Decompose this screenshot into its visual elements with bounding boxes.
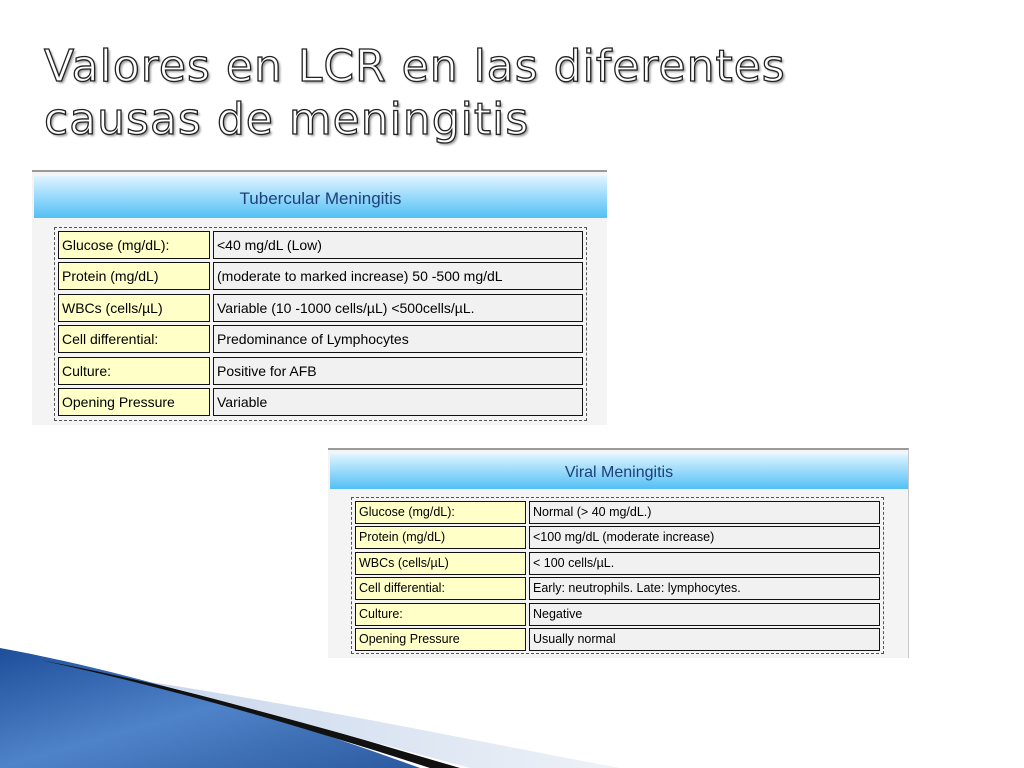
row-value: (moderate to marked increase) 50 -500 mg/dL bbox=[213, 262, 583, 290]
table-row bbox=[58, 357, 583, 385]
row-value: <40 mg/dL (Low) bbox=[213, 231, 583, 259]
panel-header: Tubercular Meningitis bbox=[34, 176, 607, 218]
panel-header: Viral Meningitis bbox=[330, 454, 908, 489]
row-label: Cell differential: bbox=[355, 577, 526, 600]
slide-title-line-1: Valores en LCR en las diferentes bbox=[44, 41, 786, 92]
row-label: Protein (mg/dL) bbox=[58, 262, 210, 290]
row-value: Variable bbox=[213, 388, 583, 416]
row-label: Cell differential: bbox=[58, 325, 210, 353]
row-label: Protein (mg/dL) bbox=[355, 526, 526, 549]
decorative-swoosh bbox=[0, 640, 1024, 768]
table-row bbox=[355, 552, 880, 575]
row-value: Predominance of Lymphocytes bbox=[213, 325, 583, 353]
row-value: Normal (> 40 mg/dL.) bbox=[529, 501, 880, 524]
table-row bbox=[58, 294, 583, 322]
row-label: Glucose (mg/dL): bbox=[355, 501, 526, 524]
viral-meningitis-panel bbox=[328, 448, 909, 658]
row-label: Opening Pressure bbox=[355, 628, 526, 651]
csf-values-table bbox=[54, 227, 587, 421]
table-row bbox=[58, 262, 583, 290]
csf-values-table bbox=[351, 497, 884, 654]
table-row bbox=[355, 501, 880, 524]
row-value: Positive for AFB bbox=[213, 357, 583, 385]
row-label: Culture: bbox=[58, 357, 210, 385]
row-value: Early: neutrophils. Late: lymphocytes. bbox=[529, 577, 880, 600]
tubercular-meningitis-panel bbox=[32, 170, 607, 425]
row-value: Negative bbox=[529, 603, 880, 626]
row-label: Culture: bbox=[355, 603, 526, 626]
slide-title bbox=[44, 40, 804, 146]
table-row bbox=[355, 603, 880, 626]
row-label: WBCs (cells/µL) bbox=[355, 552, 526, 575]
table-row bbox=[58, 231, 583, 259]
row-value: Usually normal bbox=[529, 628, 880, 651]
row-label: WBCs (cells/µL) bbox=[58, 294, 210, 322]
table-row bbox=[58, 388, 583, 416]
row-value: <100 mg/dL (moderate increase) bbox=[529, 526, 880, 549]
row-label: Glucose (mg/dL): bbox=[58, 231, 210, 259]
row-value: Variable (10 -1000 cells/µL) <500cells/µL. bbox=[213, 294, 583, 322]
table-row bbox=[58, 325, 583, 353]
table-row bbox=[355, 526, 880, 549]
slide-title-line-2: causas de meningitis bbox=[44, 94, 530, 145]
table-row bbox=[355, 577, 880, 600]
row-value: < 100 cells/µL. bbox=[529, 552, 880, 575]
blue-swoosh-shape bbox=[0, 648, 420, 768]
row-label: Opening Pressure bbox=[58, 388, 210, 416]
